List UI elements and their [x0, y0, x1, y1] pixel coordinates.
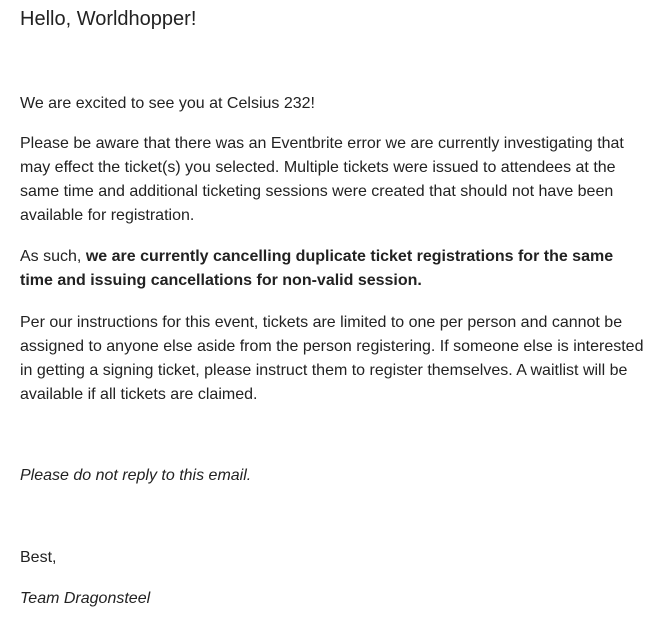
no-reply-notice: Please do not reply to this email. — [20, 467, 252, 484]
cancellation-bold-text: we are currently cancelling duplicate ticket registrations for the same time and issuing cancellations for non-valid session. — [20, 248, 614, 289]
cancellation-prefix: As such, — [20, 248, 86, 265]
intro-paragraph: We are excited to see you at Celsius 232! — [20, 95, 315, 112]
closing-line: Best, — [20, 549, 57, 566]
cancellation-paragraph — [20, 245, 635, 293]
signature: Team Dragonsteel — [20, 590, 151, 607]
error-notice-paragraph: Please be aware that there was an Eventbrite error we are currently investigating that may effect the ticket(s) you selected. Multiple tickets were issued to attendees at the same time and additional ticketing sessions were created that should not have been available for registration. — [20, 135, 624, 224]
instructions-paragraph: Per our instructions for this event, tickets are limited to one per person and cannot be assigned to anyone else aside from the person registering. If someone else is interested in getting a signing ticket, please instruct them to register themselves. A waitlist will be available if all tickets are claimed. — [20, 314, 644, 403]
greeting-heading: Hello, Worldhopper! — [20, 8, 197, 30]
